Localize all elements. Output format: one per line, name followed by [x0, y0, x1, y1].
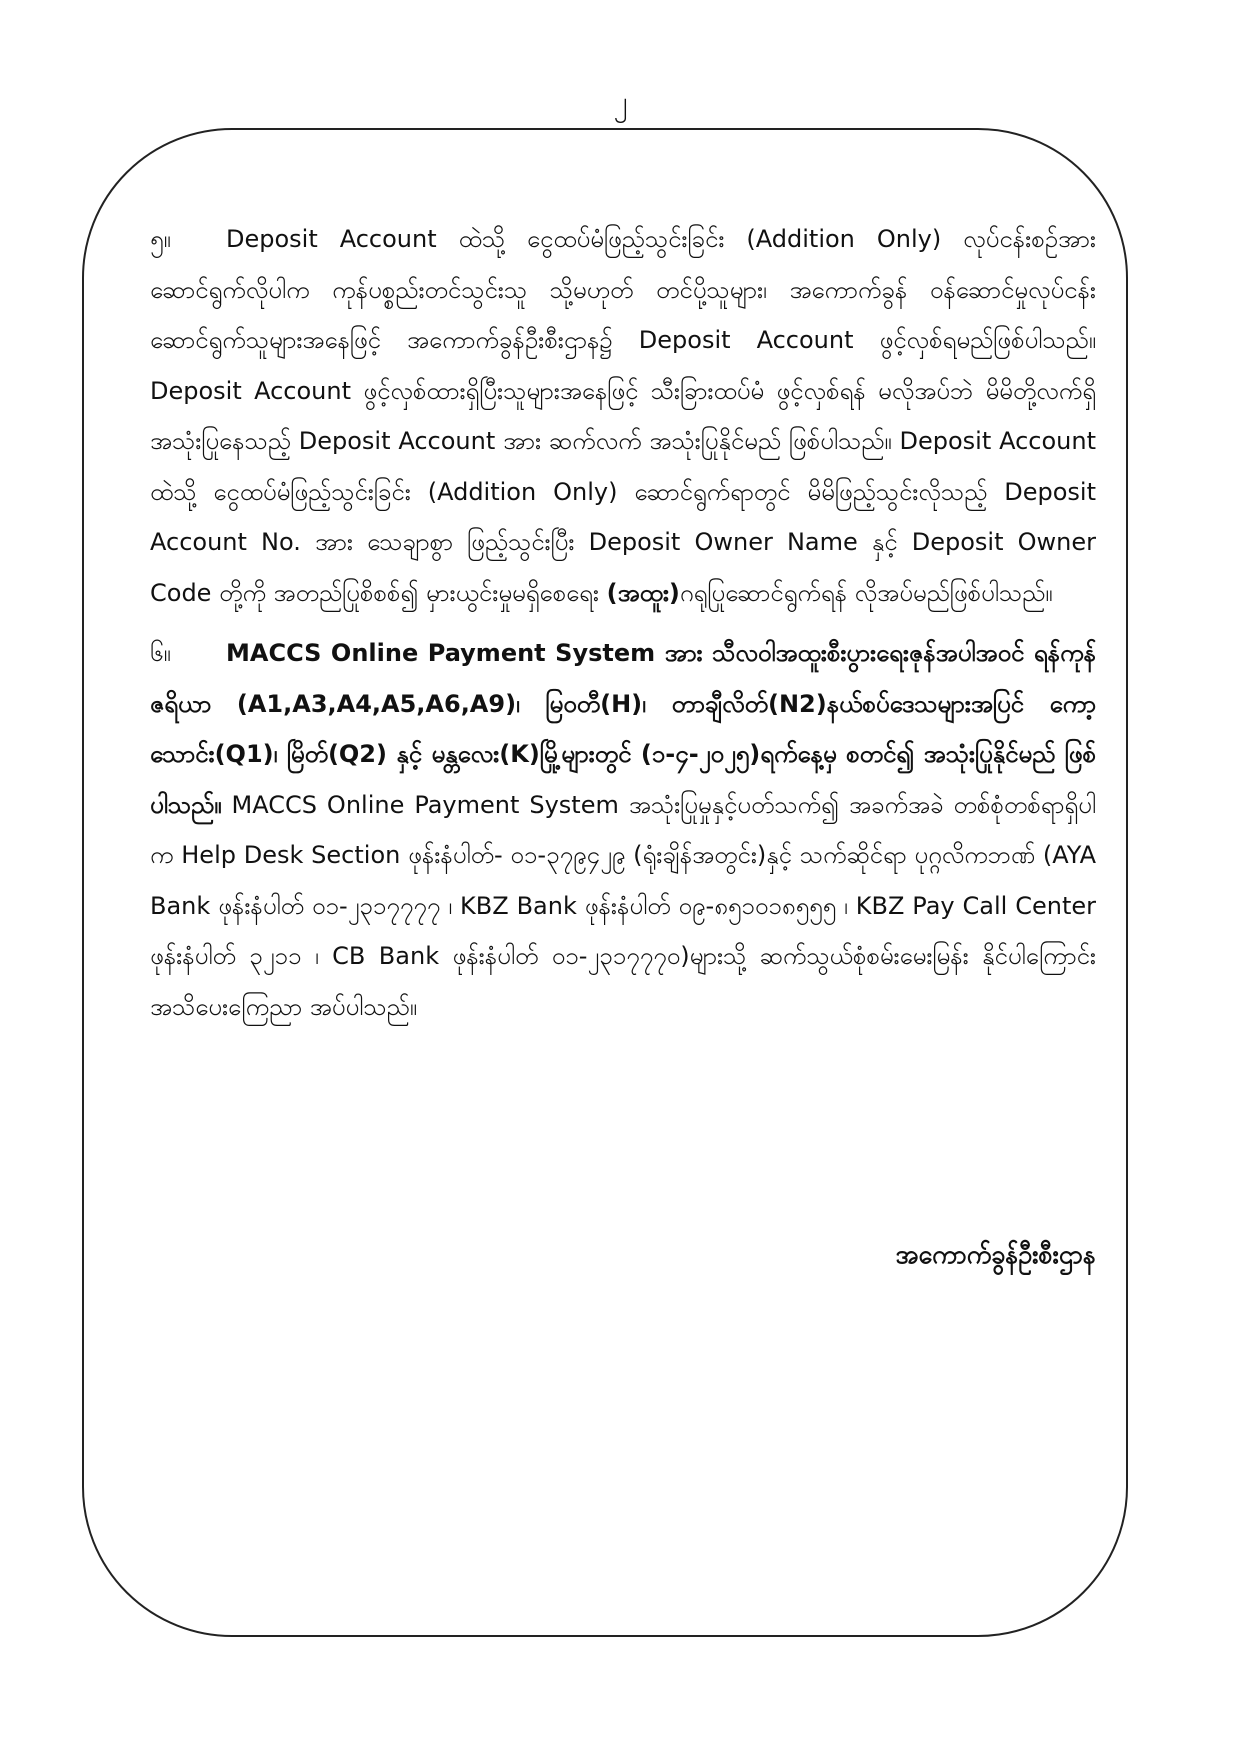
paragraph-6-text: MACCS Online Payment System အသုံးပြုမှုနှင့်ပတ်သက်၍ အခက်အခဲ တစ်စုံတစ်ရာရှိပါက Help Desk Section ဖုန်းနံပါတ်- ၀၁-၃၇၉၄၂၉ (ရုံးချိန်အတွင်း)နှင့် သက်ဆိုင်ရာ ပုဂ္ဂလိကဘဏ် (AYA Bank ဖုန်းနံပါတ် ၀၁-၂၃၁၇၇၇၇ ၊ KBZ Bank ဖုန်းနံပါတ် ၀၉-၈၅၁၀၁၈၅၅၅ ၊ KBZ Pay Call Center ဖုန်းနံပါတ် ၃၂၁၁ ၊ CB Bank ဖုန်းနံပါတ် ၀၁-၂၃၁၇၇၇၀)များသို့ ဆက်သွယ်စုံစမ်းမေးမြန်း နိုင်ပါကြောင်း အသိပေးကြေညာ အပ်ပါသည်။ [150, 790, 1096, 1021]
paragraph-5-text-end: ဂရုပြုဆောင်ရွက်ရန် လိုအပ်မည်ဖြစ်ပါသည်။ [679, 578, 1053, 607]
paragraph-6-bold-text: MACCS Online Payment System အား သီလဝါအထူးစီးပွားရေးဇုန်အပါအဝင် ရန်ကုန်ဇရိယာ (A1,A3,A4,A5,A6,A9)၊ မြဝတီ(H)၊ တာချီလိတ်(N2)နယ်စပ်ဒေသများအပြင် ကော့သောင်း(Q1)၊ မြိတ်(Q2) နှင့် မန္တလေး(K)မြို့များတွင် (၁-၄-၂၀၂၅)ရက်နေ့မှ စတင်၍ အသုံးပြုနိုင်မည် ဖြစ်ပါသည်။ [150, 639, 1096, 819]
paragraph-6 [150, 628, 1096, 1032]
paragraph-5-text: Deposit Account ထဲသို့ ငွေထပ်မံဖြည့်သွင်းခြင်း (Addition Only) လုပ်ငန်းစဥ်အား ဆောင်ရွက်လိုပါက ကုန်ပစ္စည်းတင်သွင်းသူ သို့မဟုတ် တင်ပို့သူများ၊ အကောက်ခွန် ဝန်ဆောင်မှုလုပ်ငန်းဆောင်ရွက်သူများအနေဖြင့် အကောက်ခွန်ဦးစီးဌာန၌ Deposit Account ဖွင့်လှစ်ရမည်ဖြစ်ပါသည်။ Deposit Account ဖွင့်လှစ်ထားရှိပြီးသူများအနေဖြင့် သီးခြားထပ်မံ ဖွင့်လှစ်ရန် မလိုအပ်ဘဲ မိမိတို့လက်ရှိအသုံးပြုနေသည့် Deposit Account အား ဆက်လက် အသုံးပြုနိုင်မည် ဖြစ်ပါသည်။ Deposit Account ထဲသို့ ငွေထပ်မံဖြည့်သွင်းခြင်း (Addition Only) ဆောင်ရွက်ရာတွင် မိမိဖြည့်သွင်းလိုသည့် Deposit Account No. အား သေချာစွာ ဖြည့်သွင်းပြီး Deposit Owner Name နှင့် Deposit Owner Code တို့ကို အတည်ပြုစိစစ်၍ မှားယွင်းမှုမရှိစေရေး [150, 225, 1096, 607]
issuer-signature: အကောက်ခွန်ဦးစီးဌာန [895, 1240, 1096, 1269]
paragraph-6-number: ၆။ [150, 639, 171, 667]
page-number: ၂ [613, 85, 628, 118]
paragraph-5-number: ၅။ [150, 225, 171, 253]
notice-body [150, 214, 1096, 1032]
paragraph-5-emphasis: (အထူး) [606, 578, 680, 607]
paragraph-5 [150, 214, 1096, 618]
